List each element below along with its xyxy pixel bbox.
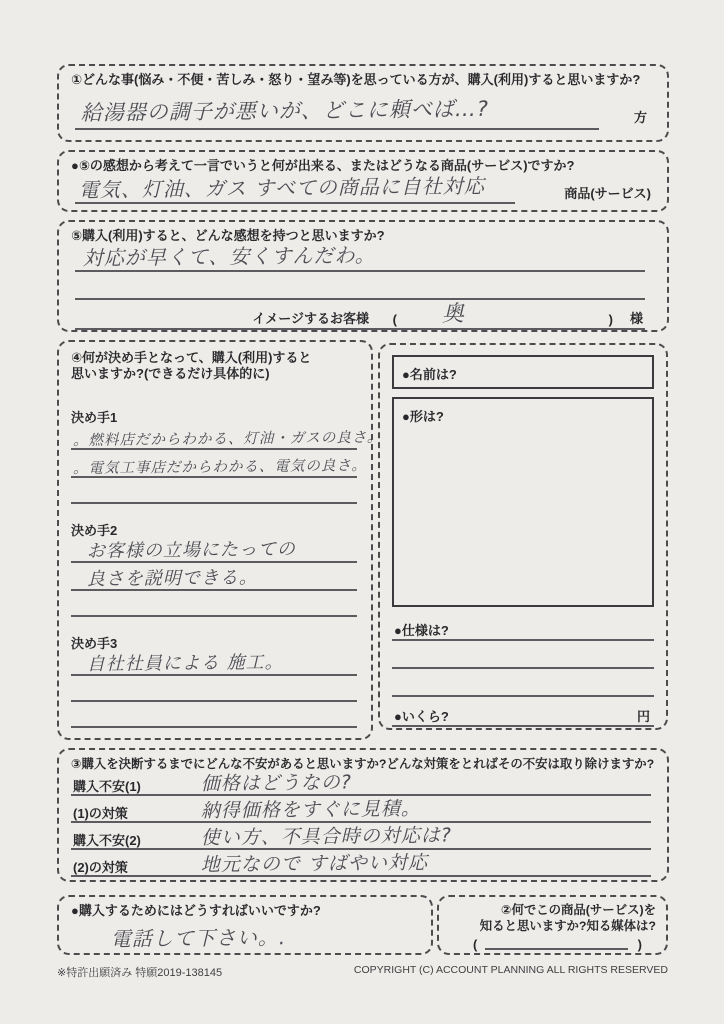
decider3-line1-handwriting: 自社社員による 施工。 (86, 651, 284, 675)
product-price-row (392, 701, 654, 731)
product-price-label: ●いくら? (394, 709, 449, 724)
decider1-empty-underline (71, 502, 357, 504)
decider1-line2-row (71, 454, 367, 482)
q5-customer-row (71, 304, 655, 334)
q3-row2-label: (1)の対策 (73, 805, 128, 821)
section-q5 (57, 220, 669, 332)
q3-row1-handwriting: 価格はどうなの? (200, 770, 353, 795)
decider3-empty-underline1 (71, 700, 357, 702)
product-name-label: ●名前は? (402, 367, 457, 382)
q1-suffix-label: 方 (633, 110, 647, 126)
copyright-note: COPYRIGHT (C) ACCOUNT PLANNING ALL RIGHTS RESERVED (353, 964, 668, 976)
product-spec-empty-row2 (392, 673, 654, 701)
q5-answer-handwriting: 対応が早くて、安くすんだわ。 (82, 243, 376, 271)
how-answer-handwriting: 電話して下さい。. (110, 925, 287, 952)
decider3-line1-row (71, 652, 359, 680)
q5-customer-paren-close: ) (608, 312, 613, 328)
decider2-line2-row (71, 567, 359, 595)
q1-answer-line (75, 128, 599, 130)
q3-row4-label: (2)の対策 (73, 859, 128, 875)
section-summary (57, 150, 669, 212)
q5-empty-row (71, 276, 655, 304)
product-spec-label: ●仕様は? (394, 623, 449, 638)
product-spec-empty-underline2 (392, 695, 654, 697)
q3-row3-handwriting: 使い方、不具合時の対応は? (200, 823, 453, 849)
product-spec-underline (392, 639, 654, 641)
patent-note: ※特許出願済み 特願2019-138145 (57, 967, 223, 979)
how-label: ●購入するためにはどうすればいいですか? (71, 903, 321, 918)
q3-row4 (71, 851, 655, 881)
q5-customer-name-handwriting: 奥 (441, 302, 465, 328)
q5-customer-paren-open: ( (392, 312, 397, 328)
decider1-line1-row (71, 426, 383, 454)
media-label-line1: ②何でこの商品(サービス)を (500, 903, 656, 917)
decider3-empty-underline2 (71, 726, 357, 728)
product-name-box (392, 355, 654, 389)
decider2-empty-underline (71, 615, 357, 617)
section-q3 (57, 748, 669, 882)
product-shape-label: ●形は? (402, 409, 444, 424)
q1-answer-row (71, 88, 655, 134)
q5-empty-line (75, 298, 645, 300)
summary-suffix-label: 商品(サービス) (564, 186, 651, 202)
decider1-line1-handwriting: 。燃料店だからわかる、灯油・ガスの良さ。 (72, 429, 383, 449)
product-panel (378, 343, 668, 730)
q3-row1-label: 購入不安(1) (73, 778, 141, 794)
decider1-label: 決め手1 (71, 409, 118, 425)
q3-row2-handwriting: 納得価格をすぐに見積。 (200, 797, 421, 822)
product-shape-box (392, 397, 654, 607)
decider2-line1-row (71, 539, 359, 567)
decider2-line2-handwriting: 良さを説明できる。 (86, 566, 258, 590)
summary-label: ●⑤の感想から考えて一言でいうと何が出来る、またはどうなる商品(サービス)ですか? (71, 158, 575, 173)
q1-answer-handwriting: 給湯器の調子が悪いが、どこに頼べば…? (80, 96, 490, 126)
q1-label: ①どんな事(悩み・不便・苦しみ・怒り・望み等)を思っている方が、購入(利用)すると思いますか? (71, 72, 641, 87)
product-spec-row (392, 617, 654, 645)
media-paren-open: ( (473, 937, 478, 952)
decider3-label: 決め手3 (71, 635, 118, 651)
product-price-unit: 円 (636, 709, 650, 724)
q5-customer-line (75, 328, 645, 330)
q5-customer-label: イメージするお客様 (252, 311, 369, 327)
media-answer-underline (485, 948, 628, 950)
decider1-line2-handwriting: 。電気工事店だからわかる、電気の良さ。 (72, 457, 367, 477)
q5-answer-line (75, 270, 645, 272)
summary-answer-line (75, 202, 515, 204)
media-paren-close: ) (637, 937, 642, 952)
media-answer-row (449, 934, 656, 952)
q4-label-line2: 思いますか?(できるだけ具体的に) (71, 366, 270, 382)
q3-row4-handwriting: 地元なので すばやい対応 (200, 851, 429, 876)
decider1-empty-row (71, 482, 359, 508)
section-media (437, 895, 668, 955)
decider2-label: 決め手2 (71, 522, 118, 538)
decider2-empty-row (71, 595, 359, 621)
section-q4 (57, 340, 383, 740)
q5-answer-row (71, 244, 655, 276)
q3-label: ③購入を決断するまでにどんな不安があると思いますか?どんな対策をとればその不安は取り除けますか? (71, 757, 655, 771)
section-how-to-purchase (57, 895, 433, 955)
q4-label-line1: ④何が決め手となって、購入(利用)すると (71, 350, 312, 365)
product-spec-empty-underline1 (392, 667, 654, 669)
summary-answer-row (71, 174, 655, 208)
media-label-line2: 知ると思いますか?知る媒体は? (479, 918, 656, 933)
q5-label: ⑤購入(利用)すると、どんな感想を持つと思いますか? (71, 228, 385, 243)
decider3-empty-row2 (71, 706, 359, 732)
decider3-empty-row1 (71, 680, 359, 706)
product-spec-empty-row1 (392, 645, 654, 673)
product-price-underline (392, 725, 654, 727)
q3-row3-label: 購入不安(2) (73, 832, 141, 848)
q5-customer-suffix: 様 (629, 311, 643, 327)
summary-answer-handwriting: 電気、灯油、ガス すべての商品に自社対応 (78, 174, 485, 203)
section-q1 (57, 64, 669, 142)
decider2-line1-handwriting: お客様の立場にたっての (86, 538, 296, 562)
